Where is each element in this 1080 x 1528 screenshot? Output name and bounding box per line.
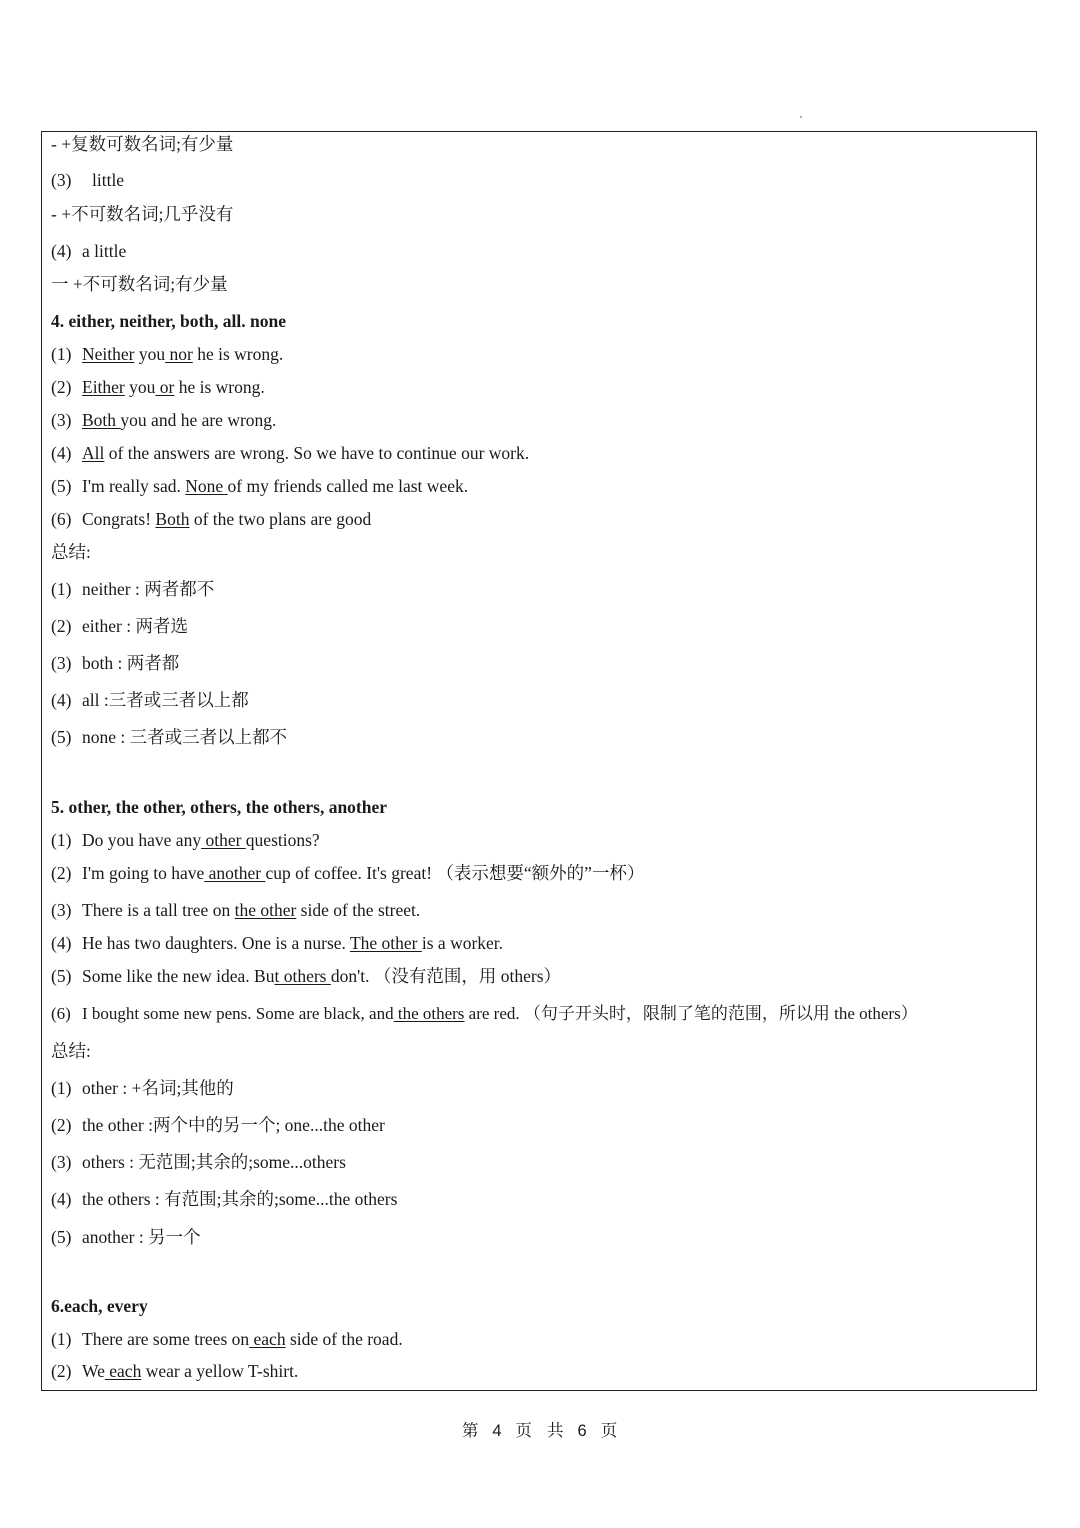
summary-item: (5) another : 另一个 <box>51 1227 201 1247</box>
page-number: 4 <box>492 1422 503 1440</box>
example-sentence: (6) Congrats! Both of the two plans are good <box>51 509 372 529</box>
list-item: (3) little <box>51 170 125 190</box>
section-heading: 5. other, the other, others, the others, another <box>51 797 388 817</box>
rule-line: 一 +不可数名词;有少量 <box>51 274 228 294</box>
section-heading: 4. either, neither, both, all. none <box>51 311 286 331</box>
summary-item: (4) the others : 有范围;其余的;some...the others <box>51 1189 398 1209</box>
summary-item: (3) others : 无范围;其余的;some...others <box>51 1152 346 1172</box>
example-sentence: (5) Some like the new idea. But others don't. （没有范围，用 others） <box>51 966 562 986</box>
example-sentence: (1) Neither you nor he is wrong. <box>51 344 284 364</box>
example-sentence: (3) There is a tall tree on the other side of the street. <box>51 900 421 920</box>
example-sentence: (2) We each wear a yellow T-shirt. <box>51 1361 299 1381</box>
summary-item: (2) the other :两个中的另一个; one...the other <box>51 1115 385 1135</box>
example-sentence: (5) I'm really sad. None of my friends called me last week. <box>51 476 469 496</box>
summary-item: (5) none : 三者或三者以上都不 <box>51 727 288 747</box>
example-sentence: (2) I'm going to have another cup of coffee. It's great! （表示想要“额外的”一杯） <box>51 863 645 883</box>
summary-label: 总结: <box>51 542 91 562</box>
page-total: 6 <box>577 1422 588 1440</box>
list-item: (4) a little <box>51 241 127 261</box>
summary-item: (1) other : +名词;其他的 <box>51 1078 234 1098</box>
page-footer: 第 4 页 共 6 页 <box>461 1421 619 1440</box>
example-sentence: (1) There are some trees on each side of the road. <box>51 1329 403 1349</box>
summary-item: (3) both : 两者都 <box>51 653 180 673</box>
example-sentence: (4) He has two daughters. One is a nurse. The other is a worker. <box>51 933 504 953</box>
rule-line: - +复数可数名词;有少量 <box>51 134 234 154</box>
summary-item: (2) either : 两者选 <box>51 616 188 636</box>
summary-label: 总结: <box>51 1041 91 1061</box>
scan-speck <box>800 116 802 118</box>
summary-item: (1) neither : 两者都不 <box>51 579 215 599</box>
example-sentence: (6) I bought some new pens. Some are black, and the others are red. （句子开头时，限制了笔的范围，所以用 the others） <box>51 1004 918 1023</box>
example-sentence: (2) Either you or he is wrong. <box>51 377 265 397</box>
section-heading: 6.each, every <box>51 1296 148 1316</box>
rule-line: - +不可数名词;几乎没有 <box>51 204 234 224</box>
example-sentence: (1) Do you have any other questions? <box>51 830 320 850</box>
example-sentence: (4) All of the answers are wrong. So we have to continue our work. <box>51 443 530 463</box>
summary-item: (4) all :三者或三者以上都 <box>51 690 249 710</box>
example-sentence: (3) Both you and he are wrong. <box>51 410 277 430</box>
